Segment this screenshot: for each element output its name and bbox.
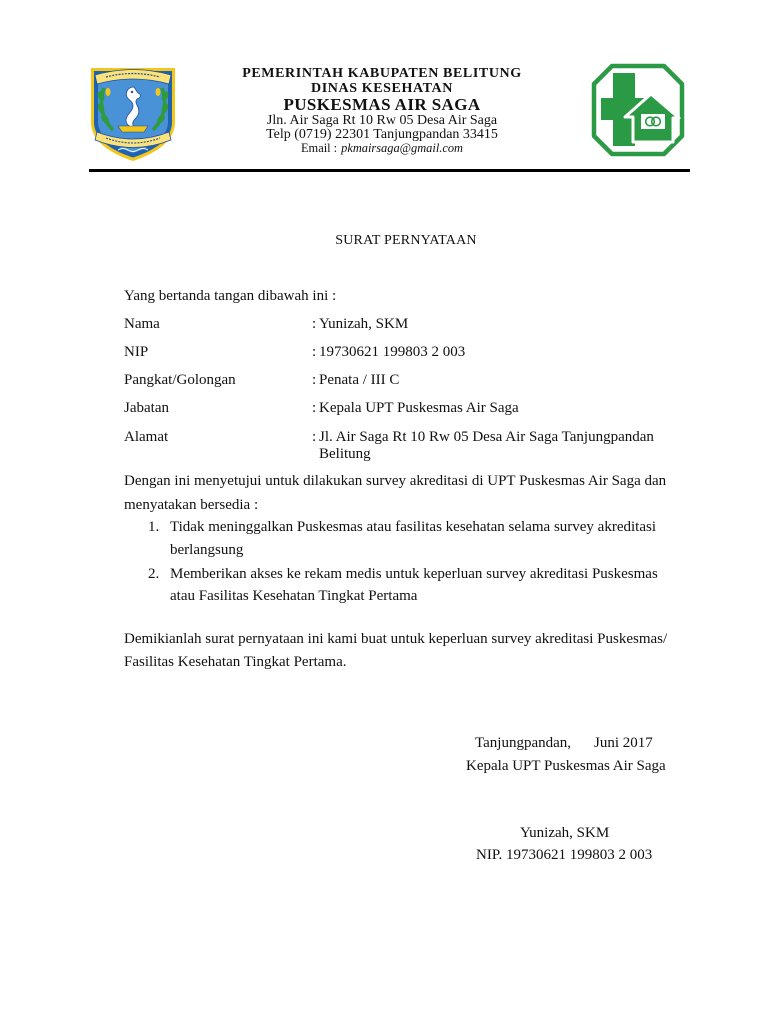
- letterhead-phone: Telp (0719) 22301 Tanjungpandan 33415: [266, 127, 498, 142]
- commitment-number: 2.: [148, 566, 160, 582]
- field-label: Nama: [124, 316, 160, 332]
- letterhead-office-name: PUSKESMAS AIR SAGA: [283, 95, 481, 114]
- signature-name: Yunizah, SKM: [520, 825, 610, 841]
- field-value: Jl. Air Saga Rt 10 Rw 05 Desa Air Saga Tanjungpandan: [319, 429, 654, 445]
- puskesmas-logo-icon: [590, 62, 686, 158]
- commitment-line: berlangsung: [170, 542, 244, 558]
- field-value: Yunizah, SKM: [319, 316, 409, 332]
- field-label: Jabatan: [124, 400, 169, 416]
- field-value: 19730621 199803 2 003: [319, 344, 466, 360]
- commitment-line: atau Fasilitas Kesehatan Tingkat Pertama: [170, 588, 418, 604]
- field-separator: :: [312, 429, 317, 445]
- closing-line: Demikianlah surat pernyataan ini kami buat untuk keperluan survey akreditasi Puskesmas/: [124, 631, 668, 647]
- signature-position: Kepala UPT Puskesmas Air Saga: [466, 758, 666, 774]
- letterhead-agency: DINAS KESEHATAN: [311, 81, 453, 96]
- statement-line: menyatakan bersedia :: [124, 497, 259, 513]
- field-label: Pangkat/Golongan: [124, 372, 236, 388]
- commitment-line: Memberikan akses ke rekam medis untuk keperluan survey akreditasi Puskesmas: [170, 566, 658, 582]
- field-value: Penata / III C: [319, 372, 400, 388]
- closing-line: Fasilitas Kesehatan Tingkat Pertama.: [124, 654, 347, 670]
- field-value-continued: Belitung: [319, 446, 371, 462]
- letterhead-government: PEMERINTAH KABUPATEN BELITUNG: [242, 66, 522, 81]
- commitment-number: 1.: [148, 519, 160, 535]
- field-separator: :: [312, 344, 317, 360]
- signature-nip: NIP. 19730621 199803 2 003: [476, 847, 653, 863]
- field-separator: :: [312, 372, 317, 388]
- field-label: Alamat: [124, 429, 169, 445]
- letterhead-email: pkmairsaga@gmail.com: [341, 141, 463, 155]
- field-separator: :: [312, 316, 317, 332]
- field-value: Kepala UPT Puskesmas Air Saga: [319, 400, 519, 416]
- letterhead-email-line: [182, 141, 582, 155]
- signature-place: Tanjungpandan,: [475, 735, 572, 751]
- statement-line: Dengan ini menyetujui untuk dilakukan survey akreditasi di UPT Puskesmas Air Saga dan: [124, 473, 667, 489]
- letterhead-address: Jln. Air Saga Rt 10 Rw 05 Desa Air Saga: [266, 113, 498, 128]
- commitment-line: Tidak meninggalkan Puskesmas atau fasilitas kesehatan selama survey akreditasi: [170, 519, 656, 535]
- signature-date: Juni 2017: [594, 735, 653, 751]
- belitung-emblem-icon: [88, 62, 178, 162]
- intro-text: Yang bertanda tangan dibawah ini :: [124, 288, 337, 304]
- letterhead-rule: [89, 169, 690, 172]
- letterhead-email-label: Email :: [300, 141, 338, 155]
- field-separator: :: [312, 400, 317, 416]
- document-title: SURAT PERNYATAAN: [335, 233, 477, 248]
- field-label: NIP: [124, 344, 149, 360]
